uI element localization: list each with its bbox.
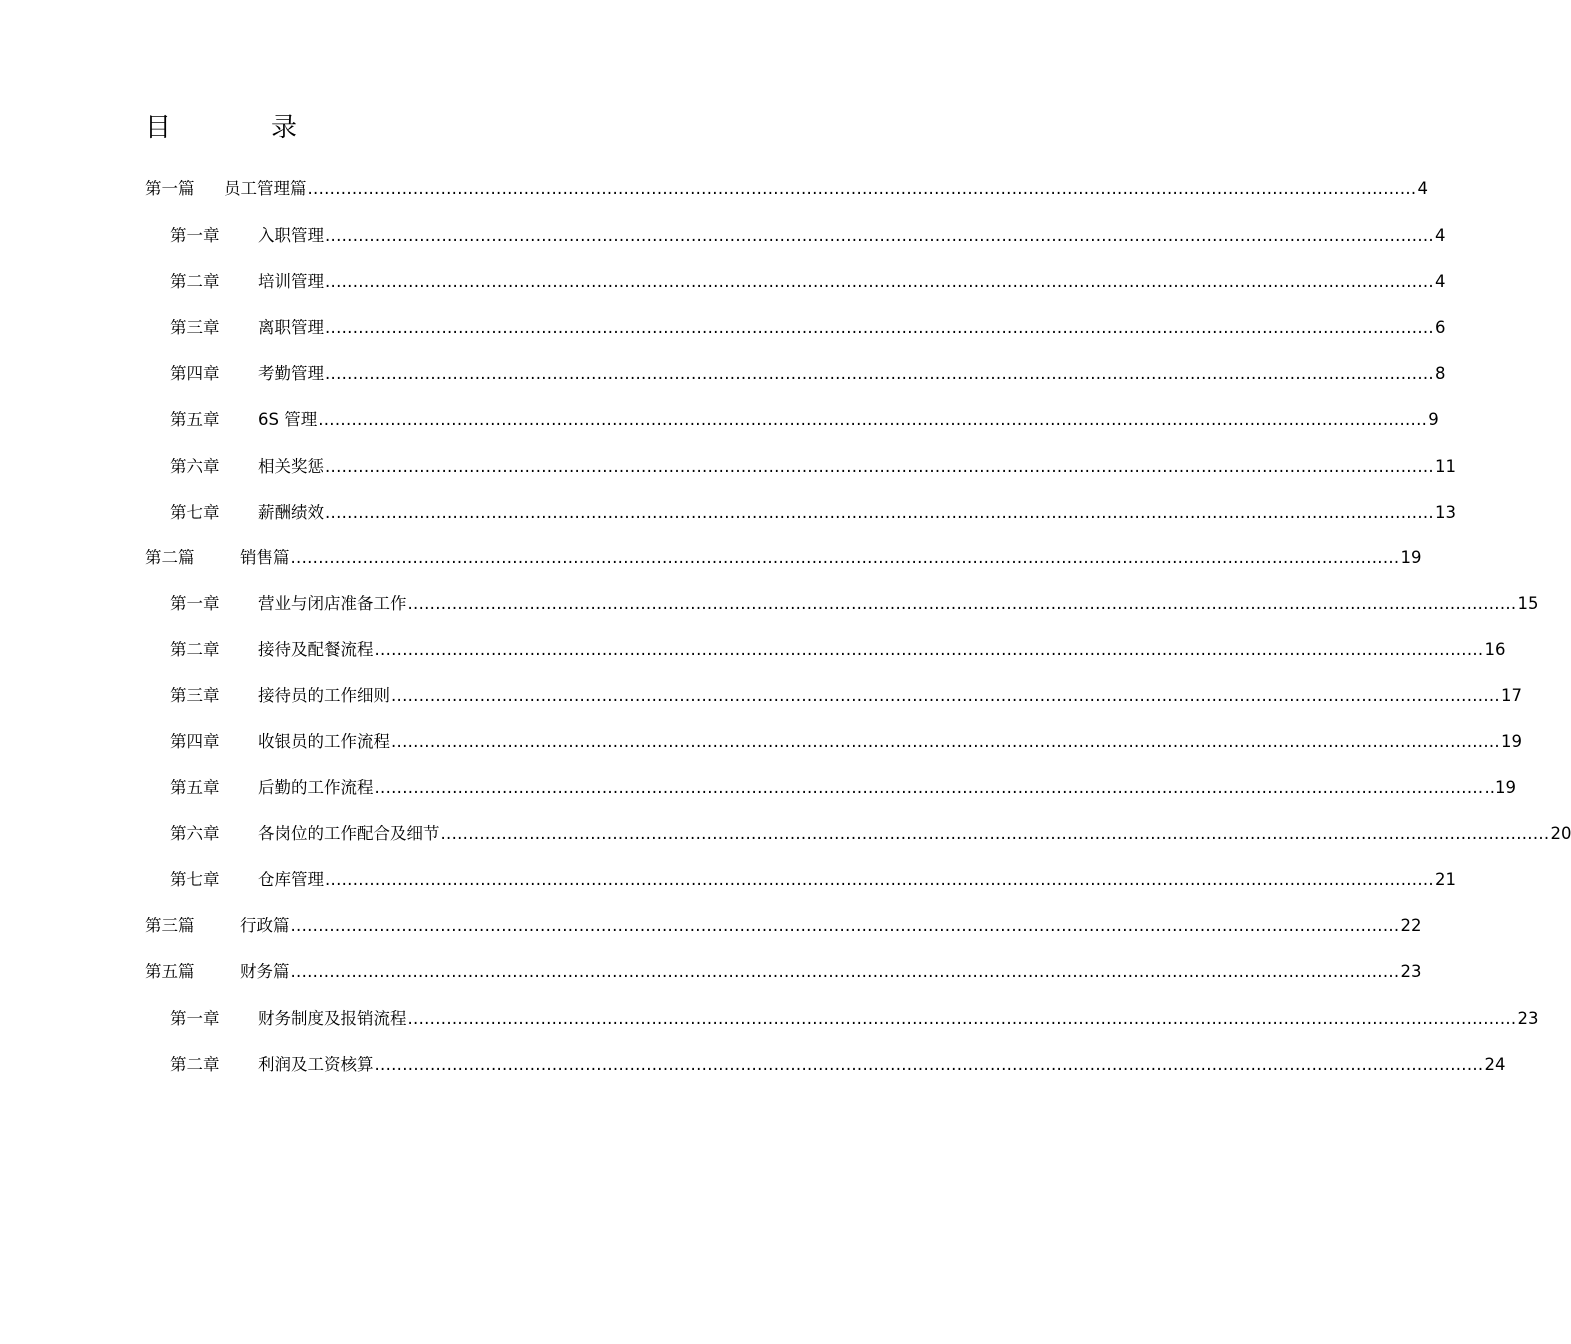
toc-entry-title: 利润及工资核算 bbox=[258, 1055, 374, 1074]
toc-chapter-entry[interactable] bbox=[170, 868, 1456, 892]
toc-chapter-entry[interactable] bbox=[170, 501, 1456, 525]
toc-chapter-entry[interactable] bbox=[170, 455, 1456, 479]
toc-dot-leader: ........................................................................................................................................................................................................ bbox=[374, 1055, 1484, 1074]
toc-entry-number: 第七章 bbox=[170, 870, 220, 889]
toc-entry-title: 离职管理 bbox=[258, 318, 324, 337]
toc-entry-title: 收银员的工作流程 bbox=[258, 732, 390, 751]
toc-entry-number: 第二章 bbox=[170, 272, 220, 291]
toc-dot-leader: ........................................................................................................................................................................................................ bbox=[325, 318, 1434, 337]
toc-dot-leader: ........................................................................................................................................................................................................ bbox=[325, 226, 1434, 245]
toc-entry-page: 9 bbox=[1428, 410, 1439, 429]
toc-entry-page: 23 bbox=[1400, 962, 1422, 981]
toc-entry-page: 16 bbox=[1484, 640, 1506, 659]
toc-dot-leader: ........................................................................................................................................................................................................ bbox=[407, 594, 1517, 613]
toc-part-entry[interactable] bbox=[145, 546, 1422, 570]
toc-entry-number: 第五章 bbox=[170, 410, 220, 429]
toc-entry-page: 11 bbox=[1434, 457, 1456, 476]
toc-entry-title: 相关奖惩 bbox=[258, 457, 324, 476]
toc-entry-title: 行政篇 bbox=[240, 916, 290, 935]
toc-entry-page: 24 bbox=[1484, 1055, 1506, 1074]
toc-part-entry[interactable] bbox=[145, 177, 1428, 201]
toc-entry-title: 员工管理篇 bbox=[224, 179, 307, 198]
toc-entry-number: 第一章 bbox=[170, 594, 220, 613]
toc-chapter-entry[interactable] bbox=[170, 776, 1516, 800]
toc-chapter-entry[interactable] bbox=[170, 638, 1506, 662]
toc-entry-number: 第二篇 bbox=[145, 548, 195, 567]
toc-dot-leader: ........................................................................................................................................................................................................ bbox=[391, 686, 1500, 705]
toc-entry-title: 薪酬绩效 bbox=[258, 503, 324, 522]
toc-dot-leader: ........................................................................................................................................................................................................ bbox=[374, 640, 1484, 659]
toc-entry-title: 接待及配餐流程 bbox=[258, 640, 374, 659]
toc-part-entry[interactable] bbox=[145, 960, 1422, 984]
toc-chapter-entry[interactable] bbox=[170, 408, 1439, 432]
toc-dot-leader: ........................................................................................................................................................................................................ bbox=[440, 824, 1550, 843]
toc-entry-number: 第三篇 bbox=[145, 916, 195, 935]
toc-entry-number: 第二章 bbox=[170, 640, 220, 659]
toc-entry-page: 19 bbox=[1400, 548, 1422, 567]
toc-chapter-entry[interactable] bbox=[170, 822, 1571, 846]
toc-dot-leader: ........................................................................................................................................................................................................ bbox=[307, 179, 1417, 198]
toc-entry-page: 4 bbox=[1434, 226, 1446, 245]
toc-entry-title: 考勤管理 bbox=[258, 364, 324, 383]
toc-title-char-2: 录 bbox=[271, 113, 298, 143]
toc-dot-leader: ........................................................................................................................................................................................................ bbox=[391, 732, 1500, 751]
toc-entry-number: 第六章 bbox=[170, 457, 220, 476]
toc-part-entry[interactable] bbox=[145, 914, 1422, 938]
toc-chapter-entry[interactable] bbox=[170, 730, 1522, 754]
toc-entry-page: 17 bbox=[1500, 686, 1522, 705]
toc-chapter-entry[interactable] bbox=[170, 1007, 1539, 1031]
toc-dot-leader: ........................................................................................................................................................................................................ bbox=[325, 364, 1434, 383]
toc-entry-title: 6S 管理 bbox=[258, 410, 318, 429]
toc-entry-number: 第五章 bbox=[170, 778, 220, 797]
toc-entry-number: 第三章 bbox=[170, 686, 220, 705]
toc-dot-leader: ........................................................................................................................................................................................................ bbox=[290, 916, 1400, 935]
toc-entry-page: 4 bbox=[1417, 179, 1428, 198]
toc-entry-page: 15 bbox=[1517, 594, 1539, 613]
toc-chapter-entry[interactable] bbox=[170, 684, 1522, 708]
toc-dot-leader: ........................................................................................................................................................................................................ bbox=[325, 503, 1434, 522]
toc-chapter-entry[interactable] bbox=[170, 316, 1446, 340]
toc-entry-number: 第四章 bbox=[170, 364, 220, 383]
toc-dot-leader: ........................................................................................................................................................................................................ bbox=[325, 870, 1434, 889]
toc-entry-title: 财务篇 bbox=[240, 962, 290, 981]
toc-entry-title: 后勤的工作流程 bbox=[258, 778, 374, 797]
toc-dot-leader: ........................................................................................................................................................................................................ bbox=[318, 410, 1428, 429]
toc-entry-title: 培训管理 bbox=[258, 272, 324, 291]
toc-entry-title: 营业与闭店准备工作 bbox=[258, 594, 407, 613]
toc-dot-leader: ........................................................................................................................................................................................................ bbox=[325, 272, 1434, 291]
toc-entry-page: 23 bbox=[1517, 1009, 1539, 1028]
toc-entry-page: 4 bbox=[1434, 272, 1446, 291]
toc-entry-page: 8 bbox=[1434, 364, 1446, 383]
toc-entry-page: 6 bbox=[1434, 318, 1446, 337]
toc-entry-number: 第三章 bbox=[170, 318, 220, 337]
toc-entry-number: 第一章 bbox=[170, 1009, 220, 1028]
toc-entry-title: 接待员的工作细则 bbox=[258, 686, 390, 705]
toc-entry-number: 第七章 bbox=[170, 503, 220, 522]
toc-dot-leader: ........................................................................................................................................................................................................ bbox=[374, 778, 1484, 797]
toc-entry-title: 仓库管理 bbox=[258, 870, 324, 889]
toc-dot-leader: ........................................................................................................................................................................................................ bbox=[325, 457, 1434, 476]
toc-entry-number: 第六章 bbox=[170, 824, 220, 843]
toc-chapter-entry[interactable] bbox=[170, 270, 1446, 294]
toc-title-char-1: 目 bbox=[145, 113, 172, 143]
toc-dot-leader: ........................................................................................................................................................................................................ bbox=[407, 1009, 1517, 1028]
toc-entry-number: 第五篇 bbox=[145, 962, 195, 981]
toc-dot-leader: ........................................................................................................................................................................................................ bbox=[290, 548, 1400, 567]
toc-entry-page: 21 bbox=[1434, 870, 1456, 889]
toc-entry-page: 19 bbox=[1500, 732, 1522, 751]
toc-chapter-entry[interactable] bbox=[170, 592, 1539, 616]
toc-entry-page: 13 bbox=[1434, 503, 1456, 522]
toc-title bbox=[145, 111, 298, 145]
toc-entry-title: 财务制度及报销流程 bbox=[258, 1009, 407, 1028]
toc-entry-number: 第四章 bbox=[170, 732, 220, 751]
toc-chapter-entry[interactable] bbox=[170, 1053, 1506, 1077]
toc-entry-number: 第一章 bbox=[170, 226, 220, 245]
toc-chapter-entry[interactable] bbox=[170, 224, 1446, 248]
toc-entry-title: 入职管理 bbox=[258, 226, 324, 245]
toc-entry-page: 22 bbox=[1400, 916, 1422, 935]
toc-entry-page: 20 bbox=[1550, 824, 1571, 843]
toc-entry-number: 第一篇 bbox=[145, 179, 195, 198]
toc-dot-leader: ........................................................................................................................................................................................................ bbox=[290, 962, 1400, 981]
toc-entry-number: 第二章 bbox=[170, 1055, 220, 1074]
toc-chapter-entry[interactable] bbox=[170, 362, 1446, 386]
toc-entry-page: ..19 bbox=[1484, 778, 1516, 797]
toc-entry-title: 各岗位的工作配合及细节 bbox=[258, 824, 440, 843]
toc-entry-title: 销售篇 bbox=[240, 548, 290, 567]
